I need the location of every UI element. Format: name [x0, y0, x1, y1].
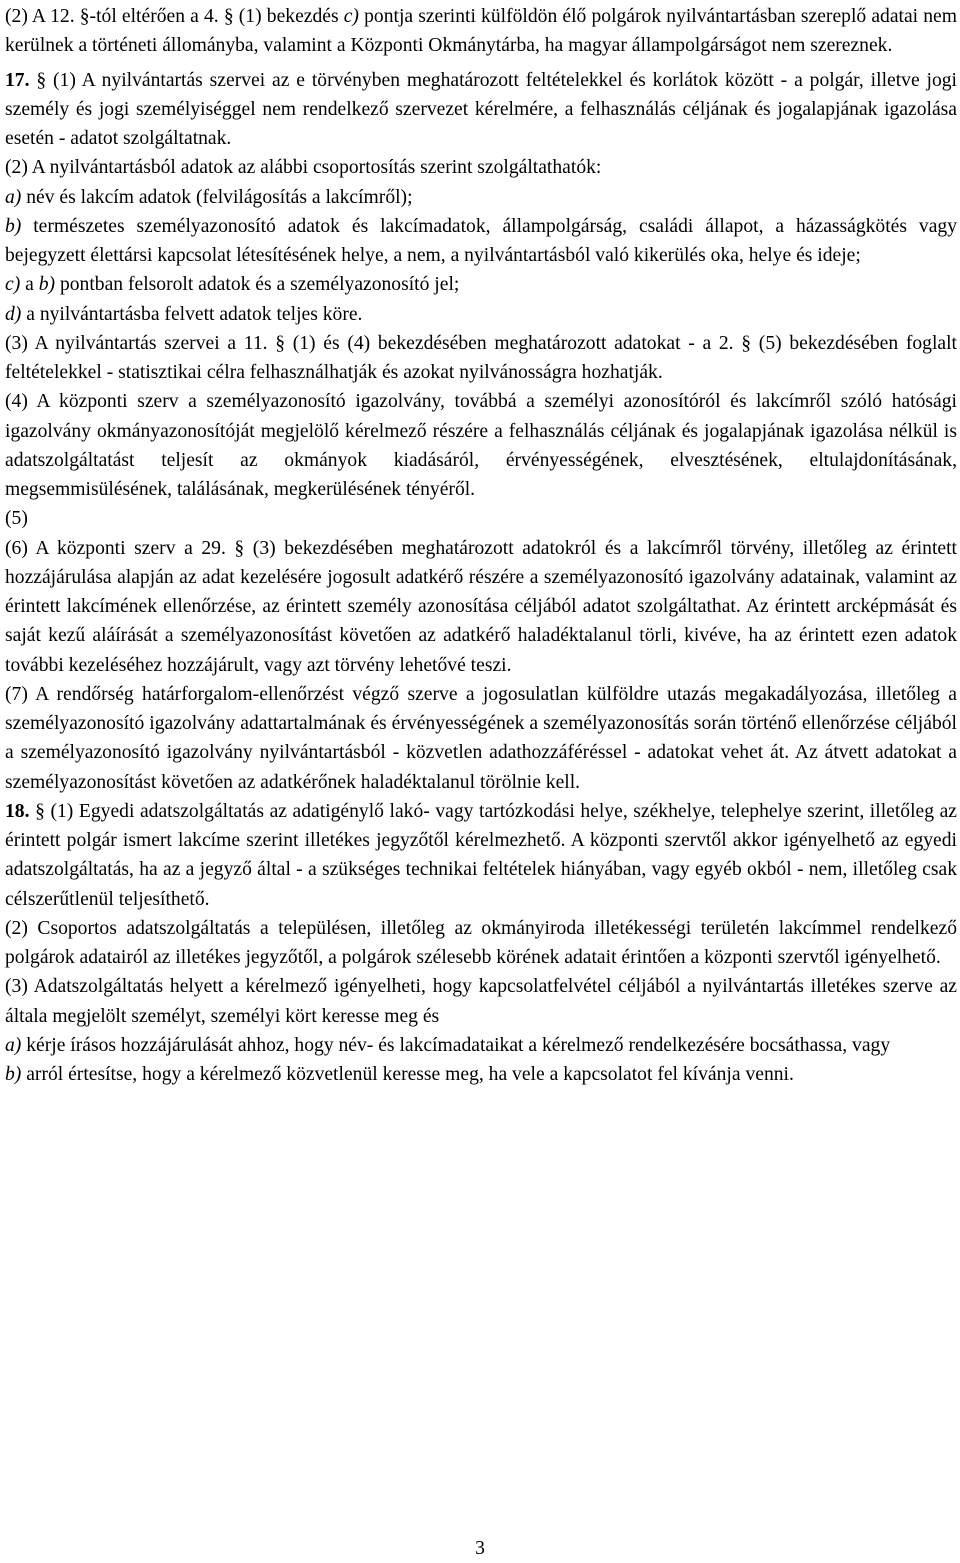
page-number: 3: [475, 1538, 485, 1559]
paragraph-p15: [5, 972, 957, 1031]
paragraph-text: (5): [5, 508, 28, 530]
paragraph-p14: [5, 914, 957, 973]
paragraph-text: a: [20, 274, 39, 296]
paragraph-p6: [5, 270, 957, 299]
paragraph-p2: [5, 66, 957, 154]
paragraph-text: (7) A rendőrség határforgalom-ellenőrzést végző szerve a jogosulatlan külföldre utazás megakadályozása, illetőleg a személyazonosító igazolvány adattartalmának és érvényességének a személyazonosítás során történő ellenőrzése céljából a személyazonosító igazolvány nyilvántartásból - közvetlen adathozzáféréssel - adatokat vehet át. Az átvett adatokat a személyazonosítást követően az adatkérőnek haladéktalanul törölnie kell.: [5, 683, 957, 793]
section-number: 17.: [5, 69, 30, 91]
paragraph-p17: [5, 1060, 957, 1089]
point-marker: a): [5, 186, 22, 208]
point-marker: a): [5, 1034, 22, 1056]
paragraph-text: pontban felsorolt adatok és a személyazonosító jel;: [55, 274, 460, 296]
paragraph-text: § (1) Egyedi adatszolgáltatás az adatigénylő lakó- vagy tartózkodási helye, székhelye, telephelye szerint, illetőleg az érintett polgár ismert lakcíme szerint illetékes jegyzőtől kérelmezhető. A központi szervtől akkor igényelhető az egyedi adatszolgáltatás, ha az a jegyző által - a szükséges technikai feltételek hiányában, vagy egyéb okból - nem, illetőleg csak célszerűtlenül teljesíthető.: [5, 800, 957, 910]
point-marker: c): [343, 6, 359, 27]
paragraph-p13: [5, 797, 957, 914]
paragraph-text: (2) A nyilvántartásból adatok az alábbi csoportosítás szerint szolgáltathatók:: [5, 157, 602, 179]
paragraph-text: név és lakcím adatok (felvilágosítás a lakcímről);: [21, 186, 413, 208]
paragraph-text: (6) A központi szerv a 29. § (3) bekezdésében meghatározott adatokról és a lakcímről törvény, illetőleg az érintett hozzájárulása alapján az adat kezelésére jogosult adatkérő részére a személyazonosító igazolvány adatainak, valamint az érintett lakcímének ellenőrzése, az érintett személy azonosítása céljából adatot szolgáltathat. Az érintett arcképmását és saját kezű aláírását a személyazonosítást követően az adatkérő haladéktalanul törli, kivéve, ha az érintett ezen adatok további kezeléséhez hozzájárult, vagy azt törvény lehetővé teszi.: [5, 537, 957, 676]
paragraph-p3: [5, 153, 957, 182]
paragraph-text: a nyilvántartásba felvett adatok teljes köre.: [21, 303, 363, 325]
section-number: 18.: [5, 800, 30, 822]
paragraph-text: (3) A nyilvántartás szervei a 11. § (1) és (4) bekezdésében meghatározott adatokat - a 2. § (5) bekezdésében foglalt feltételekkel - statisztikai célra felhasználhatják és azokat nyilvánosságra hozhatják.: [5, 332, 957, 383]
paragraph-text: természetes személyazonosító adatok és lakcímadatok, állampolgárság, családi állapot, a házasságkötés vagy bejegyzett élettársi kapcsolat létesítésének helye, a nem, a nyilvántartásból való kikerülés oka, helye és ideje;: [5, 215, 957, 266]
paragraph-p9: [5, 387, 957, 504]
paragraph-text: pontja szerinti külföldön élő polgárok nyilvántartásban szereplő adatai nem kerülnek a történeti állományba, valamint a Központi Okmánytárba, ha magyar állampolgárságot nem szereznek.: [5, 6, 957, 57]
paragraph-p8: [5, 329, 957, 388]
paragraph-p5: [5, 212, 957, 271]
paragraph-p12: [5, 680, 957, 797]
point-marker: b): [5, 215, 22, 237]
point-marker: b): [38, 274, 56, 296]
paragraph-p1: [5, 2, 957, 61]
point-marker: d): [5, 303, 22, 325]
paragraph-p10: [5, 504, 957, 533]
paragraph-p4: [5, 183, 957, 212]
paragraph-text: (3) Adatszolgáltatás helyett a kérelmező igényelheti, hogy kapcsolatfelvétel céljából a nyilvántartás illetékes szerve az általa megjelölt személyt, személyi kört keresse meg és: [5, 976, 957, 1027]
paragraph-text: kérje írásos hozzájárulását ahhoz, hogy név- és lakcímadataikat a kérelmező rendelkezésére bocsáthassa, vagy: [21, 1034, 891, 1056]
paragraph-text: (2) Csoportos adatszolgáltatás a településen, illetőleg az okmányiroda illetékességi területén lakcímmel rendelkező polgárok adatairól az illetékes jegyzőtől, a polgárok szélesebb körének adatait érintően a központi szervtől igényelhető.: [5, 917, 957, 968]
point-marker: b): [5, 1064, 22, 1085]
paragraph-p7: [5, 300, 957, 329]
paragraph-text: (4) A központi szerv a személyazonosító igazolvány, továbbá a személyi azonosítóról és lakcímről szóló hatósági igazolvány okmányazonosítóját megjelölő kérelmező részére a felhasználás céljának és jogalapjának igazolása nélkül is adatszolgáltatást teljesít az okmányok kiadásáról, érvényességének, elvesztésének, eltulajdonításának, megsemmisülésének, találásának, megkerülésének tényéről.: [5, 391, 957, 500]
document-body: [5, 2, 957, 1089]
paragraph-p16: [5, 1031, 957, 1060]
paragraph-text: (2) A 12. §-tól eltérően a 4. § (1) bekezdés: [5, 6, 344, 27]
paragraph-text: § (1) A nyilvántartás szervei az e törvényben meghatározott feltételekkel és korlátok között - a polgár, illetve jogi személy és jogi személyiséggel nem rendelkező szervezet kérelmére, a felhasználás céljának és jogalapjának igazolása esetén - adatot szolgáltatnak.: [5, 69, 957, 149]
paragraph-text: arról értesítse, hogy a kérelmező közvetlenül keresse meg, ha vele a kapcsolatot fel kívánja venni.: [21, 1064, 794, 1085]
paragraph-p11: [5, 534, 957, 680]
point-marker: c): [5, 274, 21, 296]
